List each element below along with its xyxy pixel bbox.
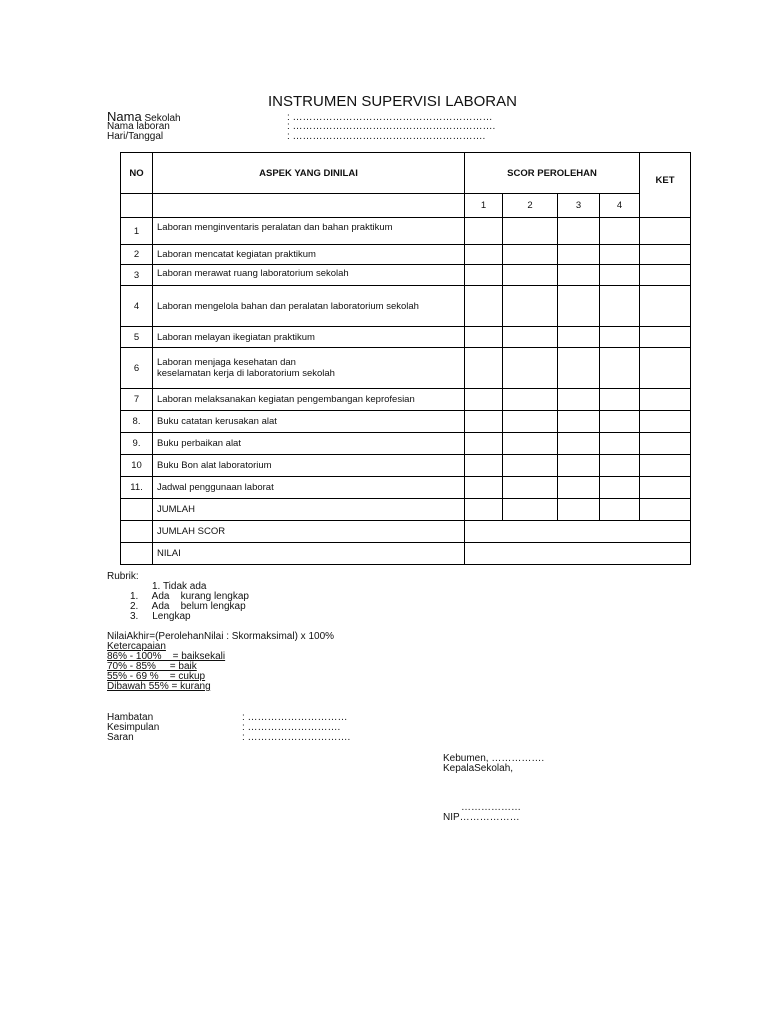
ket-cell[interactable]: [640, 218, 691, 245]
empty-cell: [121, 521, 153, 543]
rubrik-item: 3. Lengkap: [130, 611, 191, 622]
ket-cell[interactable]: [640, 433, 691, 455]
score-cell[interactable]: [465, 411, 503, 433]
signature-place[interactable]: Kebumen, …………….: [443, 753, 545, 764]
col-scor-header: SCOR PEROLEHAN: [465, 153, 640, 194]
score-cell[interactable]: [503, 389, 558, 411]
field-nama-laboran-label: Nama laboran: [107, 121, 170, 132]
score-cell[interactable]: [465, 433, 503, 455]
nilai-row: [121, 543, 691, 565]
score-cell[interactable]: [600, 265, 640, 286]
col-no-header: NO: [121, 153, 153, 194]
row-no: 6: [121, 348, 153, 389]
score-cell[interactable]: [503, 265, 558, 286]
jumlah-row: [121, 499, 691, 521]
row-no: 4: [121, 286, 153, 327]
saran-value[interactable]: : ………………………….: [242, 732, 351, 743]
row-no: 5: [121, 327, 153, 348]
empty-cell: [153, 194, 465, 218]
score-cell[interactable]: [600, 245, 640, 265]
field-nama-big: Nama: [107, 109, 142, 124]
row-aspek: Laboran menginventaris peralatan dan bahan praktikum: [153, 218, 465, 245]
table-row: [121, 245, 691, 265]
ket-cell[interactable]: [640, 389, 691, 411]
score-cell[interactable]: [503, 411, 558, 433]
row-aspek: Laboran merawat ruang laboratorium sekolah: [153, 265, 465, 286]
row-no: 7: [121, 389, 153, 411]
score-cell[interactable]: [600, 433, 640, 455]
score-cell[interactable]: [600, 327, 640, 348]
score-cell[interactable]: [600, 286, 640, 327]
score-cell[interactable]: [465, 218, 503, 245]
nilai-label: NILAI: [153, 543, 465, 565]
signature-nip[interactable]: NIP………………: [443, 812, 520, 823]
ketercapaian-heading: Ketercapaian: [107, 641, 166, 652]
score-cell[interactable]: [558, 286, 600, 327]
score-cell[interactable]: [503, 218, 558, 245]
rubrik-item: 1. Tidak ada: [152, 581, 207, 592]
ket-cell[interactable]: [640, 265, 691, 286]
score-cell[interactable]: [558, 265, 600, 286]
table-row: [121, 477, 691, 499]
row-aspek: Laboran melayan ikegiatan praktikum: [153, 327, 465, 348]
ket-cell[interactable]: [640, 455, 691, 477]
row-aspek: Jadwal penggunaan laborat: [153, 477, 465, 499]
row-aspek: Laboran melaksanakan kegiatan pengembangan keprofesian: [153, 389, 465, 411]
row-no: 11.: [121, 477, 153, 499]
score-cell[interactable]: [465, 245, 503, 265]
ket-cell[interactable]: [640, 327, 691, 348]
empty-cell: [121, 543, 153, 565]
rubrik-label: Rubrik:: [107, 571, 139, 582]
ket-cell[interactable]: [640, 245, 691, 265]
nilai-cell[interactable]: [465, 543, 691, 565]
score-cell[interactable]: [503, 433, 558, 455]
score-cell[interactable]: [558, 327, 600, 348]
score-cell[interactable]: [600, 218, 640, 245]
score-cell[interactable]: [600, 477, 640, 499]
table-row: [121, 455, 691, 477]
score-2-header: 2: [503, 194, 558, 218]
table-row: [121, 411, 691, 433]
field-hari-tanggal-label: Hari/Tanggal: [107, 131, 164, 142]
score-cell[interactable]: [600, 411, 640, 433]
score-cell[interactable]: [558, 455, 600, 477]
score-4-header: 4: [600, 194, 640, 218]
row-aspek: Buku perbaikan alat: [153, 433, 465, 455]
score-cell[interactable]: [600, 499, 640, 521]
jumlah-scor-cell[interactable]: [465, 521, 691, 543]
score-cell[interactable]: [558, 218, 600, 245]
score-cell[interactable]: [465, 286, 503, 327]
level-item: Dibawah 55% = kurang: [107, 681, 211, 692]
level-item: 55% - 69 % = cukup: [107, 671, 206, 682]
row-aspek: Laboran menjaga kesehatan dan keselamatan kerja di laboratorium sekolah: [153, 348, 465, 389]
score-cell[interactable]: [503, 455, 558, 477]
saran-label: Saran: [107, 732, 134, 743]
jumlah-scor-row: [121, 521, 691, 543]
table-row: [121, 389, 691, 411]
score-cell[interactable]: [503, 499, 558, 521]
score-cell[interactable]: [503, 327, 558, 348]
ket-cell[interactable]: [640, 286, 691, 327]
score-cell[interactable]: [558, 499, 600, 521]
row-aspek: Buku catatan kerusakan alat: [153, 411, 465, 433]
ket-cell[interactable]: [640, 499, 691, 521]
row-aspek: Buku Bon alat laboratorium: [153, 455, 465, 477]
score-cell[interactable]: [558, 348, 600, 389]
hambatan-label: Hambatan: [107, 712, 154, 723]
score-cell[interactable]: [600, 389, 640, 411]
ket-cell[interactable]: [640, 411, 691, 433]
row-aspek: Laboran mengelola bahan dan peralatan laboratorium sekolah: [153, 286, 465, 327]
score-cell[interactable]: [465, 265, 503, 286]
ket-cell[interactable]: [640, 477, 691, 499]
score-cell[interactable]: [465, 327, 503, 348]
table-row: [121, 286, 691, 327]
score-cell[interactable]: [503, 348, 558, 389]
score-cell[interactable]: [600, 348, 640, 389]
table-header-row: [121, 153, 691, 194]
signature-name-line[interactable]: ………………: [461, 802, 521, 813]
row-no: 8.: [121, 411, 153, 433]
score-cell[interactable]: [503, 477, 558, 499]
row-no: 2: [121, 245, 153, 265]
score-1-header: 1: [465, 194, 503, 218]
level-item: 86% - 100% = baiksekali: [107, 651, 226, 662]
signature-role: KepalaSekolah,: [443, 763, 514, 774]
col-ket-header: KET: [640, 153, 691, 218]
score-cell[interactable]: [558, 433, 600, 455]
score-cell[interactable]: [465, 389, 503, 411]
ket-cell[interactable]: [640, 348, 691, 389]
kesimpulan-value[interactable]: : ……………………….: [242, 722, 341, 733]
score-cell[interactable]: [503, 245, 558, 265]
empty-cell: [121, 194, 153, 218]
table-row: [121, 433, 691, 455]
score-cell[interactable]: [558, 245, 600, 265]
score-cell[interactable]: [465, 455, 503, 477]
score-cell[interactable]: [558, 411, 600, 433]
empty-cell: [121, 499, 153, 521]
score-number-row: [121, 194, 691, 218]
row-aspek: Laboran mencatat kegiatan praktikum: [153, 245, 465, 265]
field-hari-tanggal-value[interactable]: : ………………………………………………….: [287, 131, 486, 142]
field-sekolah-text: Sekolah: [141, 113, 181, 124]
row-no: 10: [121, 455, 153, 477]
hambatan-value[interactable]: : …………………………: [242, 712, 348, 723]
table-row: [121, 218, 691, 245]
row-no: 9.: [121, 433, 153, 455]
rubrik-item: 2. Ada belum lengkap: [130, 601, 246, 612]
page-title: INSTRUMEN SUPERVISI LABORAN: [268, 93, 517, 110]
score-cell[interactable]: [465, 477, 503, 499]
rubrik-item: 1. Ada kurang lengkap: [130, 591, 249, 602]
table-row: [121, 348, 691, 389]
row-no: 1: [121, 218, 153, 245]
level-item: 70% - 85% = baik: [107, 661, 197, 672]
row-no: 3: [121, 265, 153, 286]
score-cell[interactable]: [600, 455, 640, 477]
table-row: [121, 327, 691, 348]
supervision-table: [120, 152, 691, 565]
jumlah-scor-label: JUMLAH SCOR: [153, 521, 465, 543]
score-cell[interactable]: [465, 348, 503, 389]
table-row: [121, 265, 691, 286]
score-cell[interactable]: [465, 499, 503, 521]
jumlah-label: JUMLAH: [153, 499, 465, 521]
kesimpulan-label: Kesimpulan: [107, 722, 160, 733]
score-cell[interactable]: [558, 477, 600, 499]
nilai-formula: NilaiAkhir=(PerolehanNilai : Skormaksimal) x 100%: [107, 631, 335, 642]
col-aspek-header: ASPEK YANG DINILAI: [153, 153, 465, 194]
score-cell[interactable]: [558, 389, 600, 411]
score-3-header: 3: [558, 194, 600, 218]
score-cell[interactable]: [503, 286, 558, 327]
field-nama-laboran-value[interactable]: : …………………………………………………….: [287, 121, 496, 132]
field-nama-sekolah-value[interactable]: : ……………………………………………………: [287, 112, 493, 123]
